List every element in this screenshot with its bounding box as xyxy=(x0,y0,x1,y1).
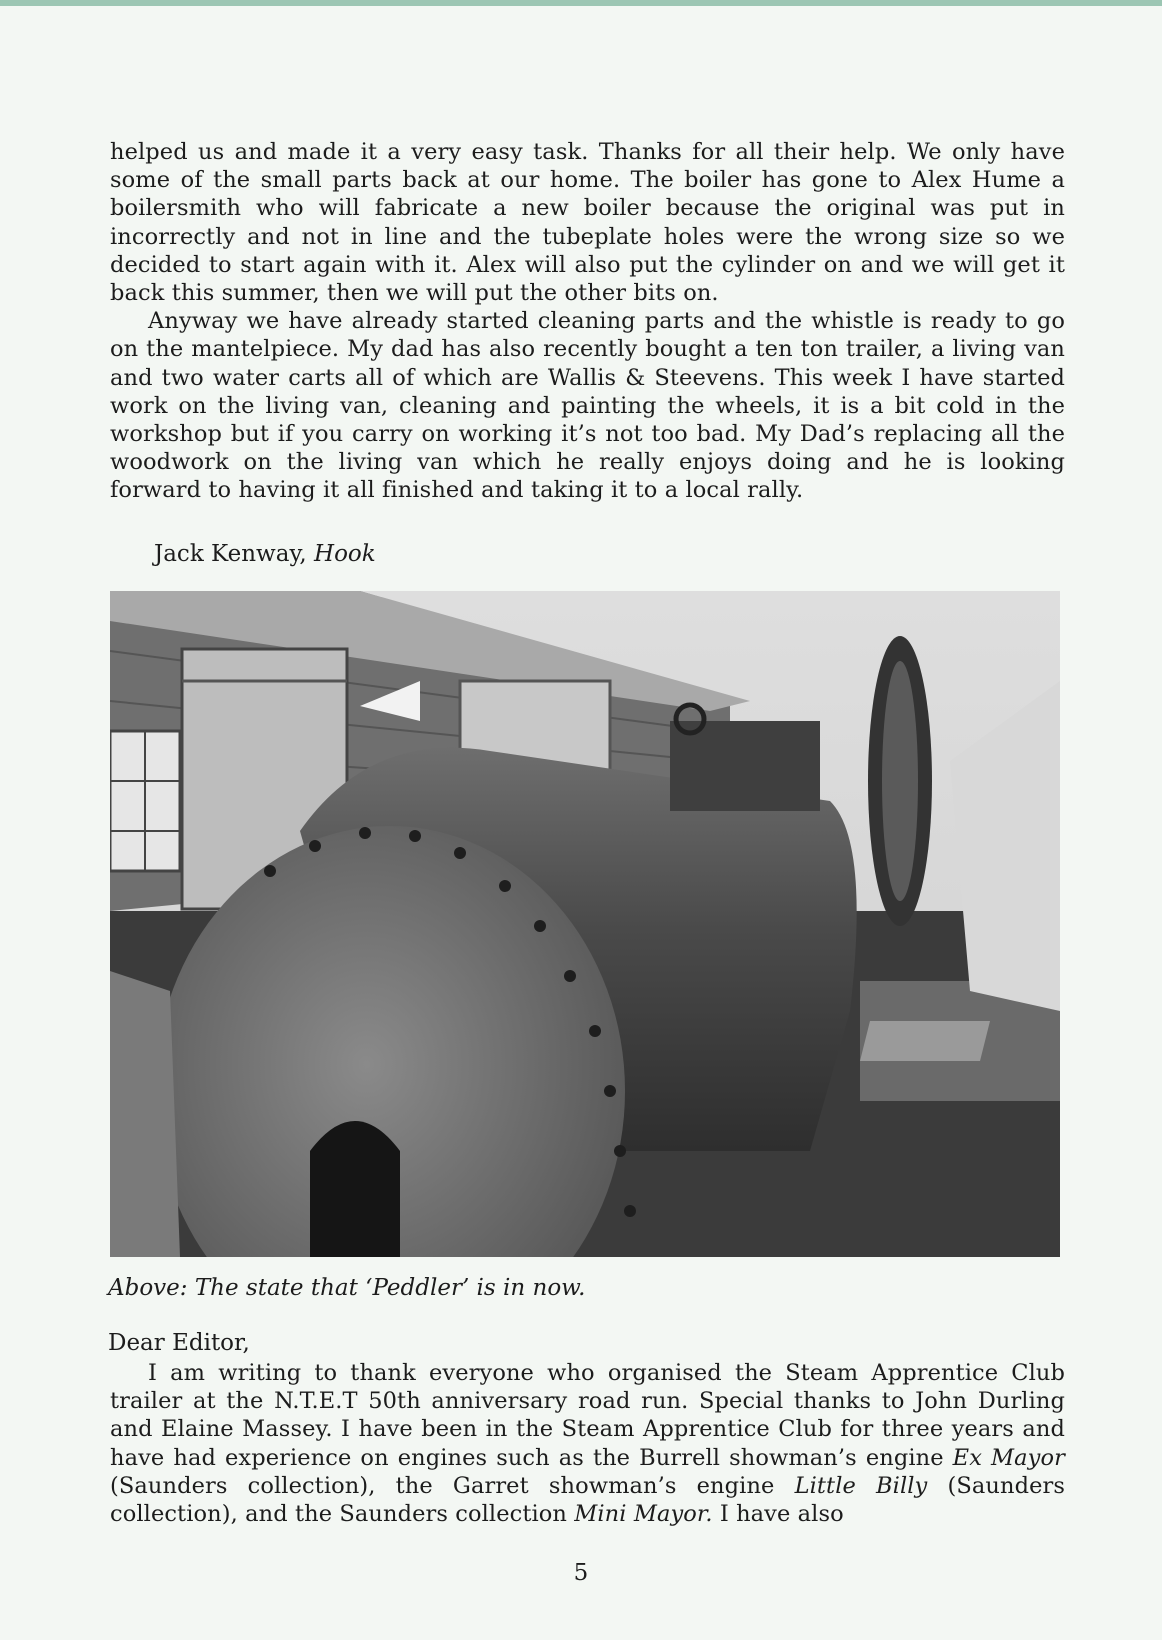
letter-text-3: (Saunders collection), and the Saunders collection xyxy=(110,1472,1066,1528)
engine-photo-illustration xyxy=(110,591,1060,1257)
letter-text-4: I have also xyxy=(712,1501,844,1528)
engine-title-little-billy: Little Billy xyxy=(794,1472,928,1499)
page-top-stripe xyxy=(0,0,1162,6)
salutation: Dear Editor, xyxy=(108,1330,250,1356)
engine-title-mini-mayor: Mini Mayor. xyxy=(574,1501,713,1528)
letter-text-2: (Saunders collection), the Garret showman’s engine xyxy=(110,1472,795,1499)
letter-text-1: I am writing to thank everyone who organised the Steam Apprentice Club trailer at the N.T.E.T 50th anniversary road run. Special thanks to John Durling and Elaine Massey. I have been in the Steam Apprentice Club for three years and have had experience on engines such as the Burrell showman’s engine xyxy=(110,1360,1065,1471)
signature-place: Hook xyxy=(314,541,376,567)
paragraph-living-van: Anyway we have already started cleaning parts and the whistle is ready to go on the mantelpiece. My dad has also recently bought a ten ton trailer, a living van and two water carts all of which are Wallis & Steevens. This week I have started work on the living van, cleaning and painting the wheels, it is a bit cold in the workshop but if you carry on working it’s not too bad. My Dad’s replacing all the woodwork on the living van which he really enjoys doing and he is looking forward to having it all finished and taking it to a local rally. xyxy=(110,308,1065,504)
engine-title-ex-mayor: Ex Mayor xyxy=(952,1444,1065,1471)
letter-signature xyxy=(154,541,376,567)
photo-caption: Above: The state that ‘Peddler’ is in now. xyxy=(108,1275,586,1301)
article-continuation xyxy=(110,138,1065,505)
signature-name: Jack Kenway, xyxy=(154,541,315,567)
paragraph-steam-apprentice xyxy=(110,1359,1065,1528)
letter-body xyxy=(110,1359,1065,1528)
paragraph-boiler: helped us and made it a very easy task. Thanks for all their help. We only have some of the small parts back at our home. The boiler has gone to Alex Hume a boilersmith who will fabricate a new boiler because the original was put in incorrectly and not in line and the tubeplate holes were the wrong size so we decided to start again with it. Alex will also put the cylinder on and we will get it back this summer, then we will put the other bits on. xyxy=(110,139,1065,307)
peddler-engine-photo xyxy=(110,591,1060,1257)
page-number: 5 xyxy=(573,1560,589,1586)
